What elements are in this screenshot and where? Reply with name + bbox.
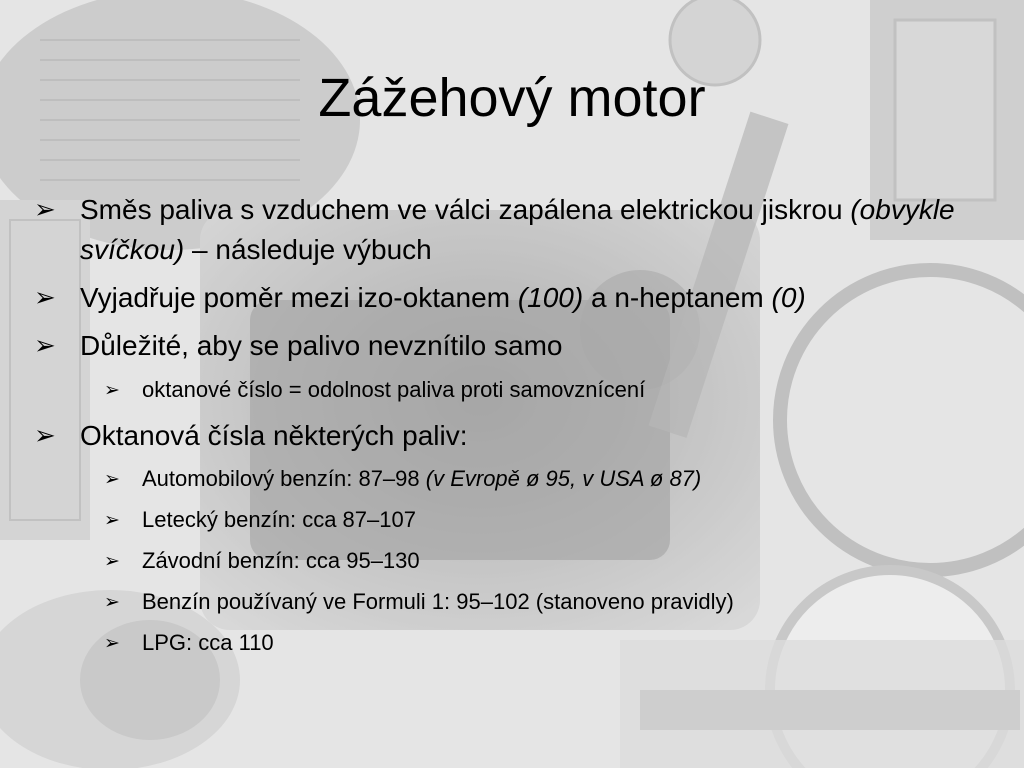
arrow-bullet-icon: ➢	[104, 509, 120, 531]
bullet-text: Závodní benzín: cca 95–130	[142, 548, 420, 573]
arrow-bullet-icon: ➢	[104, 632, 120, 654]
bullet-text: Důležité, aby se palivo nevznítilo samo	[80, 330, 563, 361]
list-item	[104, 545, 1012, 577]
arrow-bullet-icon: ➢	[34, 331, 56, 361]
list-item	[34, 190, 1020, 270]
arrow-bullet-icon: ➢	[34, 283, 56, 313]
slide-title: Zážehový motor	[318, 68, 706, 128]
list-item	[104, 463, 1012, 495]
list-item	[104, 374, 1012, 406]
arrow-bullet-icon: ➢	[104, 591, 120, 613]
list-item	[34, 416, 1020, 456]
arrow-bullet-icon: ➢	[104, 468, 120, 490]
bullet-text: Letecký benzín: cca 87–107	[142, 507, 416, 532]
arrow-bullet-icon: ➢	[34, 421, 56, 451]
arrow-bullet-icon: ➢	[104, 550, 120, 572]
bullet-text: Automobilový benzín: 87–98 (v Evropě ø 95, v USA ø 87)	[142, 466, 702, 491]
bullet-text: Směs paliva s vzduchem ve válci zapálena elektrickou jiskrou (obvykle svíčkou) – následuje výbuch	[80, 194, 955, 265]
bullet-text: oktanové číslo = odolnost paliva proti samovznícení	[142, 377, 646, 402]
list-item	[104, 627, 1012, 659]
bullet-text: LPG: cca 110	[142, 630, 274, 655]
bullet-text: Benzín používaný ve Formuli 1: 95–102 (stanoveno pravidly)	[142, 589, 734, 614]
bullet-text: Oktanová čísla některých paliv:	[80, 420, 468, 451]
list-item	[104, 504, 1012, 536]
list-item	[34, 326, 1020, 366]
bullet-text: Vyjadřuje poměr mezi izo-oktanem (100) a n-heptanem (0)	[80, 282, 806, 313]
arrow-bullet-icon: ➢	[104, 379, 120, 401]
arrow-bullet-icon: ➢	[34, 195, 56, 225]
list-item	[104, 586, 1012, 618]
list-item	[34, 278, 1020, 318]
